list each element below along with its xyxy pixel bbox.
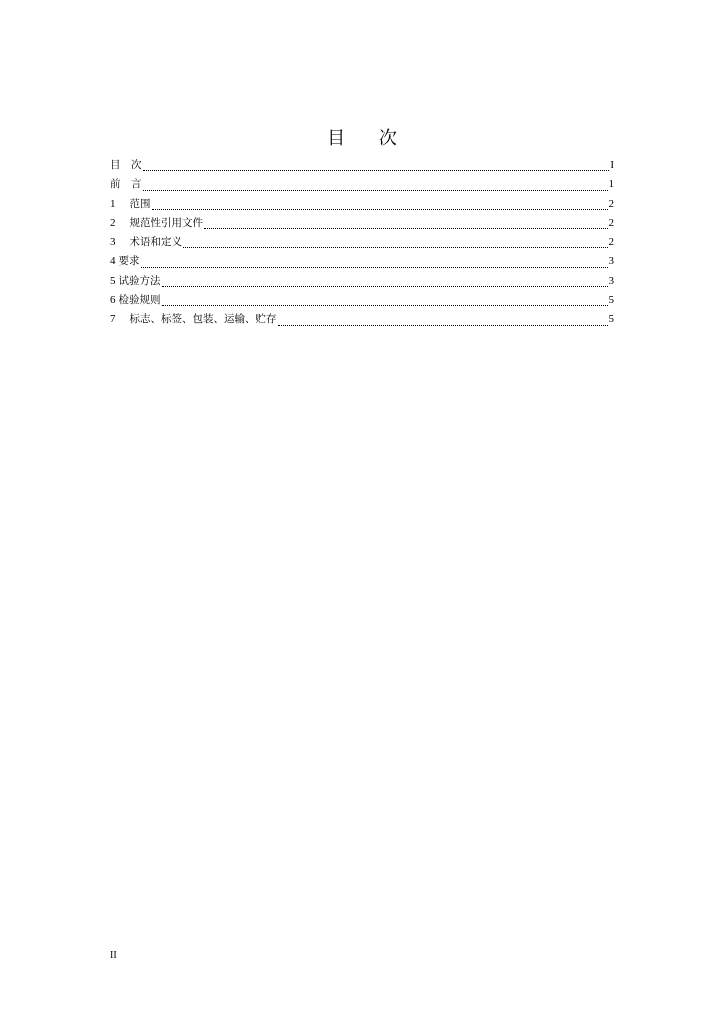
toc-entry-normative-references[interactable] — [110, 214, 614, 233]
leader-dots — [143, 170, 610, 171]
toc-entry-number: 5 — [110, 274, 116, 287]
toc-entry-number: 7 — [110, 313, 116, 326]
toc-entry-page: 1 — [608, 178, 614, 191]
toc-entry-label: 目 次 — [110, 159, 142, 171]
toc-entry-terms[interactable] — [110, 233, 614, 252]
toc-entry-label: 标志、标签、包装、运输、贮存 — [129, 313, 277, 326]
toc-entry-page: 2 — [608, 216, 614, 229]
leader-dots — [278, 325, 608, 326]
toc-entry-contents[interactable] — [110, 156, 614, 175]
toc-entry-number: 4 — [110, 255, 116, 268]
toc-entry-page: I — [610, 159, 614, 171]
toc-entry-page: 3 — [608, 274, 614, 287]
toc-entry-page: 5 — [608, 294, 614, 307]
toc-entry-inspection-rules[interactable] — [110, 291, 614, 310]
leader-dots — [152, 209, 608, 210]
leader-dots — [204, 228, 608, 229]
table-of-contents — [110, 156, 614, 330]
leader-dots — [143, 190, 608, 191]
toc-entry-label: 检验规则 — [118, 294, 161, 307]
toc-entry-label: 试验方法 — [118, 274, 161, 287]
toc-title: 目 次 — [327, 128, 411, 149]
toc-entry-number: 2 — [110, 216, 116, 229]
toc-entry-page: 3 — [608, 255, 614, 268]
leader-dots — [183, 247, 608, 248]
page-number-footer: II — [110, 950, 117, 961]
leader-dots — [141, 267, 608, 268]
toc-entry-scope[interactable] — [110, 195, 614, 214]
toc-entry-label: 规范性引用文件 — [129, 216, 203, 229]
toc-entry-marking-packaging[interactable] — [110, 310, 614, 329]
toc-entry-label: 术语和定义 — [129, 236, 182, 249]
leader-dots — [162, 286, 608, 287]
toc-entry-test-methods[interactable] — [110, 272, 614, 291]
toc-entry-page: 5 — [608, 313, 614, 326]
toc-entry-requirements[interactable] — [110, 252, 614, 271]
toc-entry-number: 6 — [110, 294, 116, 307]
leader-dots — [162, 305, 608, 306]
toc-entry-page: 2 — [608, 197, 614, 210]
toc-entry-page: 2 — [608, 236, 614, 249]
toc-entry-number: 1 — [110, 197, 116, 210]
toc-entry-label: 要求 — [118, 255, 140, 268]
toc-entry-label: 前 言 — [110, 178, 142, 191]
toc-entry-label: 范围 — [129, 197, 151, 210]
toc-entry-number: 3 — [110, 236, 116, 249]
toc-entry-foreword[interactable] — [110, 175, 614, 194]
